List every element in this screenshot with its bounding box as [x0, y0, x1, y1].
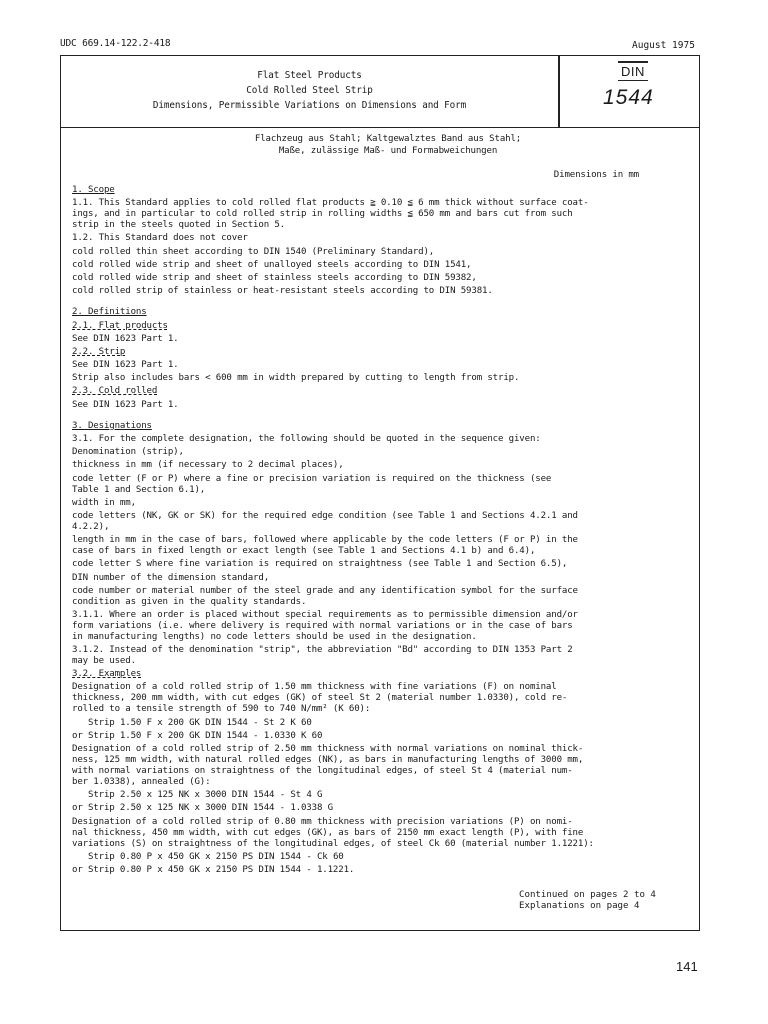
text-line: 1.2. This Standard does not cover — [72, 233, 248, 244]
text-line: code letter S where fine variation is required on straightness (see Table 1 and Section 6.5), — [72, 559, 568, 570]
paragraph — [72, 373, 694, 384]
explanations-line: Explanations on page 4 — [519, 901, 640, 911]
din-logo — [618, 61, 648, 81]
text-line: 1. Scope — [72, 185, 115, 195]
text-line: variations (S) on straightness of the longitudinal edges, of steel Ck 60 (material number 1.1221): — [72, 838, 594, 849]
text-line: Designation of a cold rolled strip of 1.50 mm thickness with fine variations (F) on nominal — [72, 682, 557, 693]
paragraph — [72, 731, 694, 742]
subsection-heading — [72, 386, 694, 397]
paragraph — [72, 273, 694, 284]
paragraph — [72, 535, 694, 557]
paragraph — [72, 360, 694, 371]
text-line: cold rolled thin sheet according to DIN 1540 (Preliminary Standard), — [72, 246, 435, 257]
text-line: 1.1. This Standard applies to cold rolled flat products ≧ 0.10 ≦ 6 mm thick without surface coat- — [72, 198, 589, 209]
text-line: Strip also includes bars < 600 mm in width prepared by cutting to length from strip. — [72, 373, 520, 384]
text-line: Table 1 and Section 6.1), — [72, 484, 206, 495]
section-gap — [72, 413, 694, 421]
text-line: 4.2.2), — [72, 521, 110, 532]
section-heading — [72, 421, 694, 432]
text-line: ness, 125 mm width, with natural rolled edges (NK), as bars in manufacturing lengths of 3000 mm, — [72, 755, 584, 765]
paragraph — [72, 586, 694, 608]
text-line: 3.1.2. Instead of the denomination "strip", the abbreviation "Bd" according to DIN 1353 Part 2 — [72, 645, 573, 656]
text-line: 2. Definitions — [72, 307, 147, 318]
text-line: case of bars in fixed length or exact length (see Table 1 and Sections 4.1 b) and 6.4), — [72, 546, 536, 557]
text-line: cold rolled wide strip and sheet of unalloyed steels according to DIN 1541, — [72, 259, 472, 270]
paragraph — [72, 817, 694, 850]
paragraph — [72, 434, 694, 445]
subsection-heading — [72, 321, 694, 332]
text-line: 2.1. Flat products — [72, 320, 168, 331]
issue-date: August 1975 — [632, 40, 695, 51]
text-line: 2.2. Strip — [72, 346, 126, 357]
text-line: See DIN 1623 Part 1. — [72, 399, 179, 410]
section-gap — [72, 299, 694, 307]
text-line: or Strip 1.50 F x 200 GK DIN 1544 - 1.0330 K 60 — [72, 730, 323, 741]
text-line: code letter (F or P) where a fine or precision variation is required on the thickness (see — [72, 473, 552, 484]
paragraph — [72, 559, 694, 570]
din-logo-text: DIN — [621, 63, 645, 79]
subsection-heading — [72, 347, 694, 358]
text-line: or Strip 0.80 P x 450 GK x 2150 PS DIN 1544 - 1.1221. — [72, 864, 355, 875]
continued-line: Continued on pages 2 to 4 — [519, 890, 656, 900]
paragraph — [72, 334, 694, 345]
german-title — [72, 134, 694, 157]
text-line: 3. Designations — [72, 420, 152, 431]
paragraph — [72, 198, 694, 231]
paragraph — [72, 233, 694, 244]
standard-text — [72, 185, 694, 876]
designation-example — [72, 790, 694, 801]
german-title-line: Flachzeug aus Stahl; Kaltgewalztes Band aus Stahl; — [254, 134, 522, 144]
text-line: strip in the steels quoted in Section 5. — [72, 220, 285, 231]
text-line: or Strip 2.50 x 125 NK x 3000 DIN 1544 - 1.0338 G — [72, 803, 333, 814]
paragraph — [72, 286, 694, 297]
document-body — [72, 134, 694, 878]
text-line: Strip 1.50 F x 200 GK DIN 1544 - St 2 K 60 — [88, 717, 312, 728]
text-line: 2.3. Cold rolled — [72, 386, 158, 397]
text-line: 3.1.1. Where an order is placed without special requirements as to permissible dimension and/or — [72, 609, 578, 620]
text-line: thickness in mm (if necessary to 2 decimal places), — [72, 460, 344, 471]
continuation-note — [519, 890, 656, 912]
text-line: nal thickness, 450 mm width, with cut edges (GK), as bars of 2150 mm exact length (P), with fine — [72, 827, 584, 838]
text-line: ber 1.0338), annealed (G): — [72, 777, 211, 787]
text-line: length in mm in the case of bars, followed where applicable by the code letters (F or P) in the — [72, 535, 578, 546]
text-line: rolled to a tensile strength of 590 to 740 N/mm² (K 60): — [72, 704, 371, 715]
title-line: Dimensions, Permissible Variations on Dimensions and Form — [152, 100, 467, 111]
dimensions-note: Dimensions in mm — [553, 170, 639, 180]
german-title-line: Maße, zulässige Maß- und Formabweichungen — [278, 145, 498, 156]
text-line: Designation of a cold rolled strip of 2.50 mm thickness with normal variations on nominal thick- — [72, 744, 584, 754]
paragraph — [72, 744, 694, 788]
din-number: 1544 — [603, 86, 654, 109]
paragraph — [72, 573, 694, 584]
document-frame — [60, 55, 700, 931]
text-line: form variations (i.e. where delivery is required with normal variations or in the case of bars — [72, 620, 573, 631]
text-line: ings, and in particular to cold rolled strip in rolling widths ≦ 650 mm and bars cut from such — [72, 209, 573, 220]
text-line: may be used. — [72, 656, 136, 667]
text-line: code letters (NK, GK or SK) for the required edge condition (see Table 1 and Sections 4.2.1 and — [72, 510, 578, 521]
paragraph — [72, 247, 694, 258]
paragraph — [72, 803, 694, 814]
text-line: Denomination (strip), — [72, 447, 184, 458]
section-heading — [72, 307, 694, 318]
paragraph — [72, 498, 694, 509]
text-line: cold rolled wide strip and sheet of stainless steels according to DIN 59382, — [72, 272, 477, 283]
paragraph — [72, 645, 694, 667]
text-line: condition as given in the quality standards. — [72, 596, 307, 607]
text-line: cold rolled strip of stainless or heat-resistant steels according to DIN 59381. — [72, 286, 493, 297]
title-line: Cold Rolled Steel Strip — [246, 85, 373, 96]
paragraph — [72, 400, 694, 411]
title-line: Flat Steel Products — [257, 70, 362, 81]
section-heading — [72, 185, 694, 196]
text-line: code number or material number of the steel grade and any identification symbol for the surface — [72, 585, 578, 596]
paragraph — [72, 865, 694, 876]
english-title — [61, 68, 558, 113]
page-number: 141 — [676, 959, 698, 974]
text-line: Designation of a cold rolled strip of 0.80 mm thickness with precision variations (P) on nomi- — [72, 816, 573, 827]
paragraph — [72, 474, 694, 496]
designation-example — [72, 718, 694, 729]
text-line: thickness, 200 mm width, with cut edges (GK) of steel St 2 (material number 1.0330), cold re- — [72, 693, 568, 704]
paragraph — [72, 682, 694, 715]
udc-code: UDC 669.14-122.2-418 — [60, 38, 171, 49]
paragraph — [72, 460, 694, 471]
paragraph — [72, 610, 694, 643]
text-line: 3.2. Examples — [72, 669, 142, 680]
text-line: width in mm, — [72, 497, 136, 508]
text-line: See DIN 1623 Part 1. — [72, 333, 179, 344]
text-line: See DIN 1623 Part 1. — [72, 360, 179, 371]
din-box — [559, 56, 699, 127]
designation-example — [72, 852, 694, 863]
text-line: with normal variations on straightness of the longitudinal edges, of steel St 4 (material num- — [72, 766, 573, 776]
paragraph — [72, 447, 694, 458]
text-line: DIN number of the dimension standard, — [72, 572, 270, 583]
paragraph — [72, 260, 694, 271]
paragraph — [72, 511, 694, 533]
text-line: in manufacturing lengths) no code letters should be used in the designation. — [72, 631, 477, 642]
text-line: 3.1. For the complete designation, the following should be quoted in the sequence given: — [72, 434, 541, 444]
text-line: Strip 2.50 x 125 NK x 3000 DIN 1544 - St 4 G — [88, 790, 323, 801]
title-block — [61, 56, 699, 128]
subsection-heading — [72, 669, 694, 680]
text-line: Strip 0.80 P x 450 GK x 2150 PS DIN 1544 - Ck 60 — [88, 851, 344, 862]
